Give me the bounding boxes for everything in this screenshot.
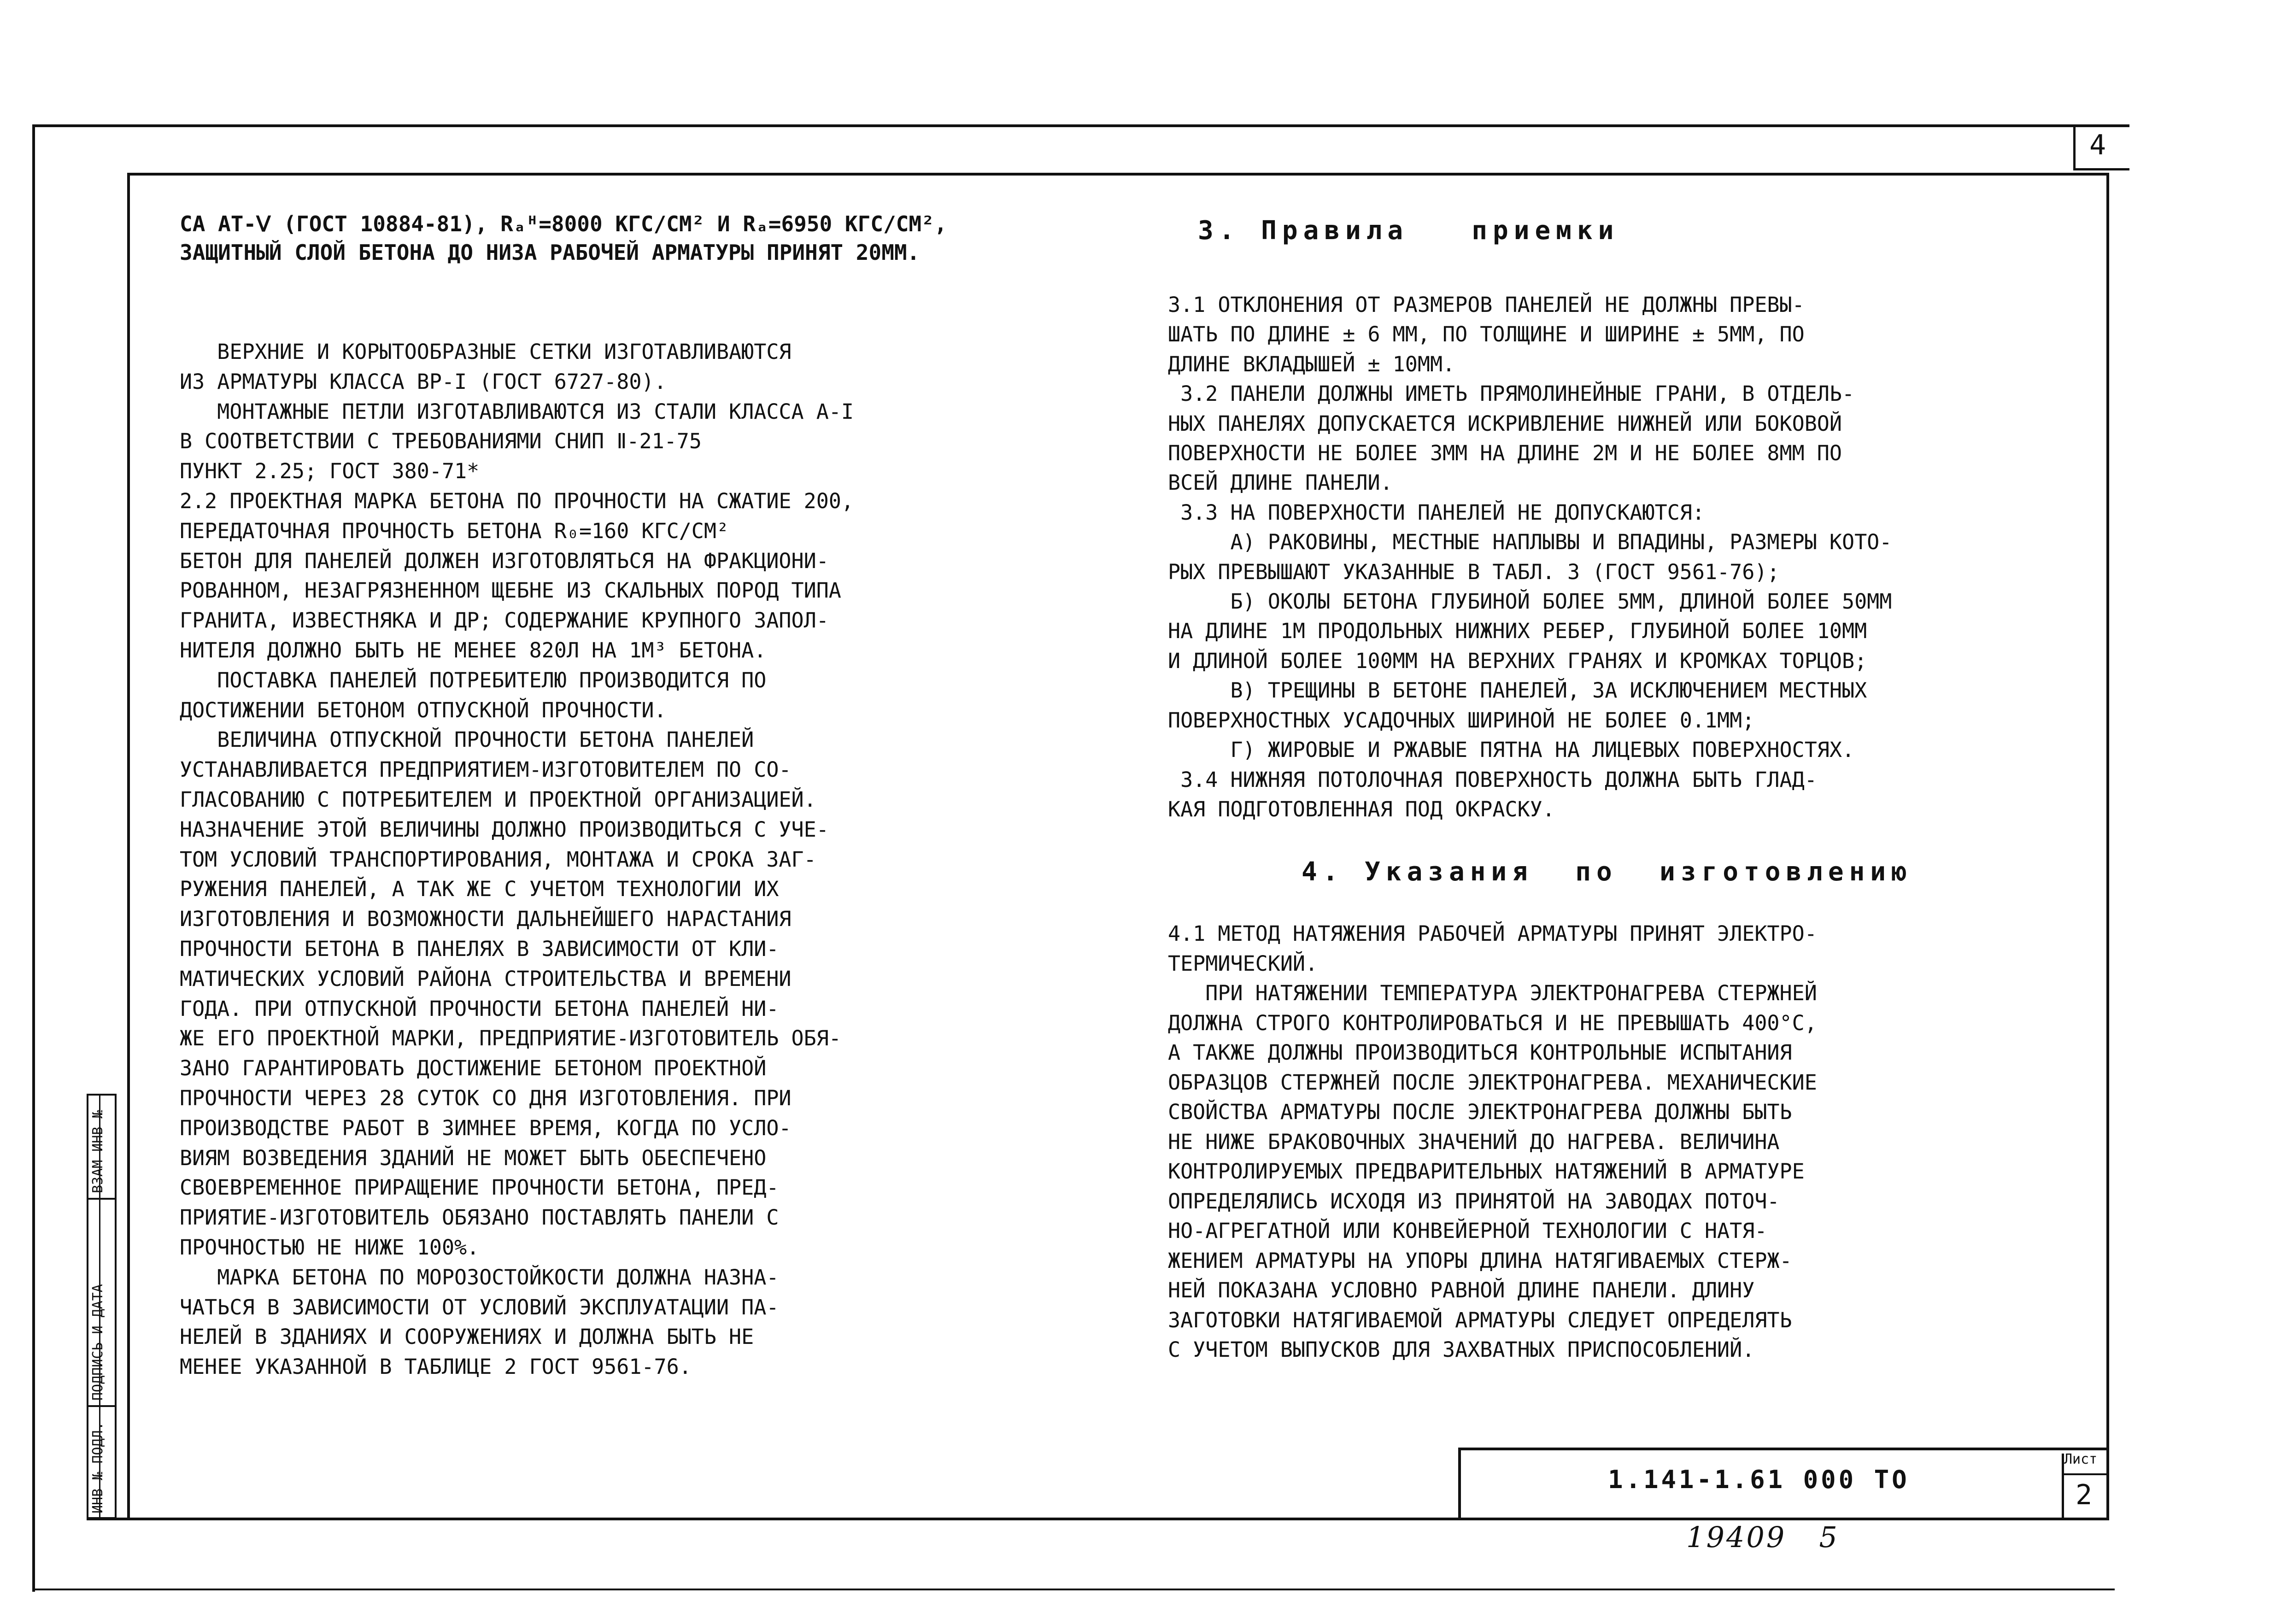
inner-frame-right xyxy=(2106,173,2109,1520)
outer-frame-top xyxy=(32,124,2129,127)
sheet-box-divider xyxy=(2062,1473,2109,1475)
inner-frame-left xyxy=(127,173,130,1520)
side-strip-divider-1 xyxy=(87,1198,117,1200)
section3-heading: 3. Правила приемки xyxy=(1198,216,1619,246)
page-corner-number: 4 xyxy=(2089,129,2106,161)
inner-frame-top xyxy=(127,173,2108,176)
sheet-label: Лист xyxy=(2064,1451,2098,1467)
section4-body: 4.1 МЕТОД НАТЯЖЕНИЯ РАБОЧЕЙ АРМАТУРЫ ПРИНЯТ ЭЛЕКТРО- ТЕРМИЧЕСКИЙ. ПРИ НАТЯЖЕНИИ ТЕМПЕРАТУРА ЭЛЕКТРОНАГРЕВА СТЕРЖНЕЙ ДОЛЖНА СТРОГО КОНТРОЛИРОВАТЬСЯ И НЕ ПРЕВЫШАТЬ 400°С, А ТАКЖЕ ДОЛЖНЫ ПРОИЗВОДИТЬСЯ КОНТРОЛЬНЫЕ ИСПЫТАНИЯ ОБРАЗЦОВ СТЕРЖНЕЙ ПОСЛЕ ЭЛЕКТРОНАГРЕВА. МЕХАНИЧЕСКИЕ СВОЙСТВА АРМАТУРЫ ПОСЛЕ ЭЛЕКТРОНАГРЕВА ДОЛЖНЫ БЫТЬ НЕ НИЖЕ БРАКОВОЧНЫХ ЗНАЧЕНИЙ ДО НАГРЕВА. ВЕЛИЧИНА КОНТРОЛИРУЕМЫХ ПРЕДВАРИТЕЛЬНЫХ НАТЯЖЕНИЙ В АРМАТУРЕ ОПРЕДЕЛЯЛИСЬ ИСХОДЯ ИЗ ПРИНЯТОЙ НА ЗАВОДАХ ПОТОЧ- НО-АГРЕГАТНОЙ ИЛИ КОНВЕЙЕРНОЙ ТЕХНОЛОГИИ С НАТЯ- ЖЕНИЕМ АРМАТУРЫ НА УПОРЫ ДЛИНА НАТЯГИВАЕМЫХ СТЕРЖ- НЕЙ ПОКАЗАНА УСЛОВНО РАВНОЙ ДЛИНЕ ПАНЕЛИ. ДЛИНУ ЗАГОТОВКИ НАТЯГИВАЕМОЙ АРМАТУРЫ СЛЕДУЕТ ОПРЕДЕЛЯТЬ С УЧЕТОМ ВЫПУСКОВ ДЛЯ ЗАХВАТНЫХ ПРИСПОСОБЛЕНИЙ. xyxy=(1168,921,1817,1362)
section3-body: 3.1 ОТКЛОНЕНИЯ ОТ РАЗМЕРОВ ПАНЕЛЕЙ НЕ ДОЛЖНЫ ПРЕВЫ- ШАТЬ ПО ДЛИНЕ ± 6 ММ, ПО ТОЛЩИНЕ И ШИРИНЕ ± 5ММ, ПО ДЛИНЕ ВКЛАДЫШЕЙ ± 10ММ. 3.2 ПАНЕЛИ ДОЛЖНЫ ИМЕТЬ ПРЯМОЛИНЕЙНЫЕ ГРАНИ, В ОТДЕЛЬ- НЫХ ПАНЕЛЯХ ДОПУСКАЕТСЯ ИСКРИВЛЕНИЕ НИЖНЕЙ ИЛИ БОКОВОЙ ПОВЕРХНОСТИ НЕ БОЛЕЕ 3ММ НА ДЛИНЕ 2М И НЕ БОЛЕЕ 8ММ ПО ВСЕЙ ДЛИНЕ ПАНЕЛИ. 3.3 НА ПОВЕРХНОСТИ ПАНЕЛЕЙ НЕ ДОПУСКАЮТСЯ: А) РАКОВИНЫ, МЕСТНЫЕ НАПЛЫВЫ И ВПАДИНЫ, РАЗМЕРЫ КОТО- РЫХ ПРЕВЫШАЮТ УКАЗАННЫЕ В ТАБЛ. 3 (ГОСТ 9561-76); Б) ОКОЛЫ БЕТОНА ГЛУБИНОЙ БОЛЕЕ 5ММ, ДЛИНОЙ БОЛЕЕ 50ММ НА ДЛИНЕ 1М ПРОДОЛЬНЫХ НИЖНИХ РЕБЕР, ГЛУБИНОЙ БОЛЕЕ 10ММ И ДЛИНОЙ БОЛЕЕ 100ММ НА ВЕРХНИХ ГРАНЯХ И КРОМКАХ ТОРЦОВ; В) ТРЕЩИНЫ В БЕТОНЕ ПАНЕЛЕЙ, ЗА ИСКЛЮЧЕНИЕМ МЕСТНЫХ ПОВЕРХНОСТНЫХ УСАДОЧНЫХ ШИРИНОЙ НЕ БОЛЕЕ 0.1ММ; Г) ЖИРОВЫЕ И РЖАВЫЕ ПЯТНА НА ЛИЦЕВЫХ ПОВЕРХНОСТЯХ. 3.4 НИЖНЯЯ ПОТОЛОЧНАЯ ПОВЕРХНОСТЬ ДОЛЖНА БЫТЬ ГЛАД- КАЯ ПОДГОТОВЛЕННАЯ ПОД ОКРАСКУ. xyxy=(1168,293,1892,821)
document-code: 1.141-1.61 000 ТО xyxy=(1608,1465,1910,1494)
sheet-number: 2 xyxy=(2076,1479,2093,1511)
outer-frame-left xyxy=(32,124,35,1592)
left-body-text: ВЕРХНИЕ И КОРЫТООБРАЗНЫЕ СЕТКИ ИЗГОТАВЛИВАЮТСЯ ИЗ АРМАТУРЫ КЛАССА BP-I (ГОСТ 6727-80). МОНТАЖНЫЕ ПЕТЛИ ИЗГОТАВЛИВАЮТСЯ ИЗ СТАЛИ КЛАССА А-I В СООТВЕТСТВИИ С ТРЕБОВАНИЯМИ СНИП Ⅱ-21-75 ПУНКТ 2.25; ГОСТ 380-71* 2.2 ПРОЕКТНАЯ МАРКА БЕТОНА ПО ПРОЧНОСТИ НА СЖАТИЕ 200, ПЕРЕДАТОЧНАЯ ПРОЧНОСТЬ БЕТОНА R₀=160 КГС/СМ² БЕТОН ДЛЯ ПАНЕЛЕЙ ДОЛЖЕН ИЗГОТОВЛЯТЬСЯ НА ФРАКЦИОНИ- РОВАННОМ, НЕЗАГРЯЗНЕННОМ ЩЕБНЕ ИЗ СКАЛЬНЫХ ПОРОД ТИПА ГРАНИТА, ИЗВЕСТНЯКА И ДР; СОДЕРЖАНИЕ КРУПНОГО ЗАПОЛ- НИТЕЛЯ ДОЛЖНО БЫТЬ НЕ МЕНЕЕ 820Л НА 1М³ БЕТОНА. ПОСТАВКА ПАНЕЛЕЙ ПОТРЕБИТЕЛЮ ПРОИЗВОДИТСЯ ПО ДОСТИЖЕНИИ БЕТОНОМ ОТПУСКНОЙ ПРОЧНОСТИ. ВЕЛИЧИНА ОТПУСКНОЙ ПРОЧНОСТИ БЕТОНА ПАНЕЛЕЙ УСТАНАВЛИВАЕТСЯ ПРЕДПРИЯТИЕМ-ИЗГОТОВИТЕЛЕМ ПО СО- ГЛАСОВАНИЮ С ПОТРЕБИТЕЛЕМ И ПРОЕКТНОЙ ОРГАНИЗАЦИЕЙ. НАЗНАЧЕНИЕ ЭТОЙ ВЕЛИЧИНЫ ДОЛЖНО ПРОИЗВОДИТЬСЯ С УЧЕ- ТОМ УСЛОВИЙ ТРАНСПОРТИРОВАНИЯ, МОНТАЖА И СРОКА ЗАГ- РУЖЕНИЯ ПАНЕЛЕЙ, А ТАК ЖЕ С УЧЕТОМ ТЕХНОЛОГИИ ИХ ИЗГОТОВЛЕНИЯ И ВОЗМОЖНОСТИ ДАЛЬНЕЙШЕГО НАРАСТАНИЯ ПРОЧНОСТИ БЕТОНА В ПАНЕЛЯХ В ЗАВИСИМОСТИ ОТ КЛИ- МАТИЧЕСКИХ УСЛОВИЙ РАЙОНА СТРОИТЕЛЬСТВА И ВРЕМЕНИ ГОДА. ПРИ ОТПУСКНОЙ ПРОЧНОСТИ БЕТОНА ПАНЕЛЕЙ НИ- ЖЕ ЕГО ПРОЕКТНОЙ МАРКИ, ПРЕДПРИЯТИЕ-ИЗГОТОВИТЕЛЬ ОБЯ- ЗАНО ГАРАНТИРОВАТЬ ДОСТИЖЕНИЕ БЕТОНОМ ПРОЕКТНОЙ ПРОЧНОСТИ ЧЕРЕЗ 28 СУТОК СО ДНЯ ИЗГОТОВЛЕНИЯ. ПРИ ПРОИЗВОДСТВЕ РАБОТ В ЗИМНЕЕ ВРЕМЯ, КОГДА ПО УСЛО- ВИЯМ ВОЗВЕДЕНИЯ ЗДАНИЙ НЕ МОЖЕТ БЫТЬ ОБЕСПЕЧЕНО СВОЕВРЕМЕННОЕ ПРИРАЩЕНИЕ ПРОЧНОСТИ БЕТОНА, ПРЕД- ПРИЯТИЕ-ИЗГОТОВИТЕЛЬ ОБЯЗАНО ПОСТАВЛЯТЬ ПАНЕЛИ С ПРОЧНОСТЬЮ НЕ НИЖЕ 100%. МАРКА БЕТОНА ПО МОРОЗОСТОЙКОСТИ ДОЛЖНА НАЗНА- ЧАТЬСЯ В ЗАВИСИМОСТИ ОТ УСЛОВИЙ ЭКСПЛУАТАЦИИ ПА- НЕЛЕЙ В ЗДАНИЯХ И СООРУЖЕНИЯХ И ДОЛЖНА БЫТЬ НЕ МЕНЕЕ УКАЗАННОЙ В ТАБЛИЦЕ 2 ГОСТ 9561-76. xyxy=(180,340,854,1379)
section4-heading: 4. Указания по изготовлению xyxy=(1302,857,1912,887)
left-top-lines: СА АТ-Ⅴ (ГОСТ 10884-81), Rₐᴴ=8000 КГС/СМ² И Rₐ=6950 КГС/СМ², ЗАЩИТНЫЙ СЛОЙ БЕТОНА ДО НИЗА РАБОЧЕЙ АРМАТУРЫ ПРИНЯТ 20ММ. xyxy=(180,211,947,265)
bottom-rule xyxy=(32,1589,2115,1590)
side-strip-divider-2 xyxy=(87,1405,117,1407)
side-label-vzam-inv: ВЗАМ ИНВ № xyxy=(90,1110,106,1193)
footer-handwritten-note: 19409 5 xyxy=(1686,1520,1839,1554)
side-label-signature-date: ПОДПИСЬ И ДАТА xyxy=(90,1284,106,1401)
side-label-inv-podl: ИНВ № ПОДЛ. xyxy=(90,1422,106,1513)
